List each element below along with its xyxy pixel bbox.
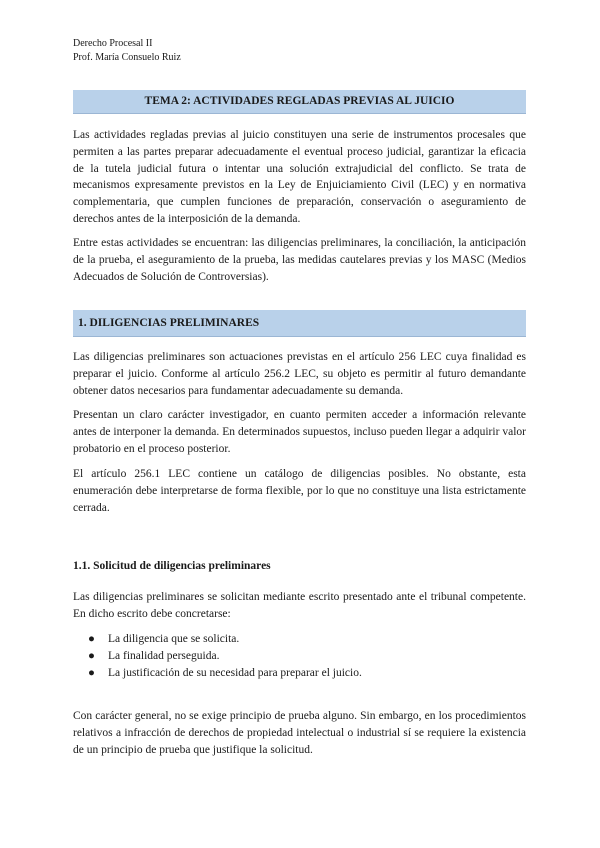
subsection-paragraph-2: Con carácter general, no se exige principio de prueba alguno. Sin embargo, en los procedimientos relativos a infracción de derechos de propiedad intelectual o industrial sí se requiere la existencia de un principio de prueba que justifique la solicitud.	[73, 710, 526, 756]
list-item	[88, 648, 518, 665]
subsection-paragraph-1: Las diligencias preliminares se solicitan mediante escrito presentado ante el tribunal competente. En dicho escrito debe concretarse:	[73, 591, 526, 620]
section-paragraph-2: Presentan un claro carácter investigador, en cuanto permiten acceder a información relevante antes de interponer la demanda. En determinados supuestos, incluso pueden llegar a adquirir valor probatorio en el proceso posterior.	[73, 409, 526, 455]
bullet-icon: ●	[88, 649, 95, 662]
requirements-list	[88, 631, 518, 681]
list-item-text: La justificación de su necesidad para preparar el juicio.	[108, 666, 362, 679]
subsection-heading: 1.1. Solicitud de diligencias preliminares	[73, 560, 271, 572]
section-paragraph-3: El artículo 256.1 LEC contiene un catálogo de diligencias posibles. No obstante, esta enumeración debe interpretarse de forma flexible, por lo que no constituye una lista estrictamente cerrada.	[73, 468, 526, 514]
intro-paragraph-1: Las actividades regladas previas al juicio constituyen una serie de instrumentos procesales que permiten a las partes preparar adecuadamente el eventual proceso judicial, garantizar la eficacia de la tutela judicial futura o intentar una solución extrajudicial del conflicto. Se trata de mecanismos expresamente previstos en la Ley de Enjuiciamiento Civil (LEC) y en normativa complementaria, que cumplen funciones de preparación, conservación o aseguramiento de derechos antes de la interposición de la demanda.	[73, 129, 526, 225]
course-name: Derecho Procesal II	[73, 38, 153, 49]
section-paragraph-1: Las diligencias preliminares son actuaciones previstas en el artículo 256 LEC cuya finalidad es preparar el juicio. Conforme al artículo 256.2 LEC, su objeto es permitir al futuro demandante obtener datos necesarios para fundamentar adecuadamente su demanda.	[73, 351, 526, 397]
intro-paragraph-2: Entre estas actividades se encuentran: las diligencias preliminares, la conciliación, la anticipación de la prueba, el aseguramiento de la prueba, las medidas cautelares previas y los MASC (Medios Adecuados de Solución de Controversias).	[73, 237, 526, 283]
professor-name: Prof. María Consuelo Ruiz	[73, 52, 181, 63]
section-heading: 1. DILIGENCIAS PRELIMINARES	[73, 310, 526, 337]
page-header	[73, 37, 181, 65]
list-item	[88, 631, 518, 648]
list-item	[88, 665, 518, 682]
chapter-title: TEMA 2: ACTIVIDADES REGLADAS PREVIAS AL JUICIO	[73, 90, 526, 114]
list-item-text: La finalidad perseguida.	[108, 649, 220, 662]
bullet-icon: ●	[88, 666, 95, 679]
bullet-icon: ●	[88, 633, 95, 645]
list-item-text: La diligencia que se solicita.	[108, 633, 240, 645]
